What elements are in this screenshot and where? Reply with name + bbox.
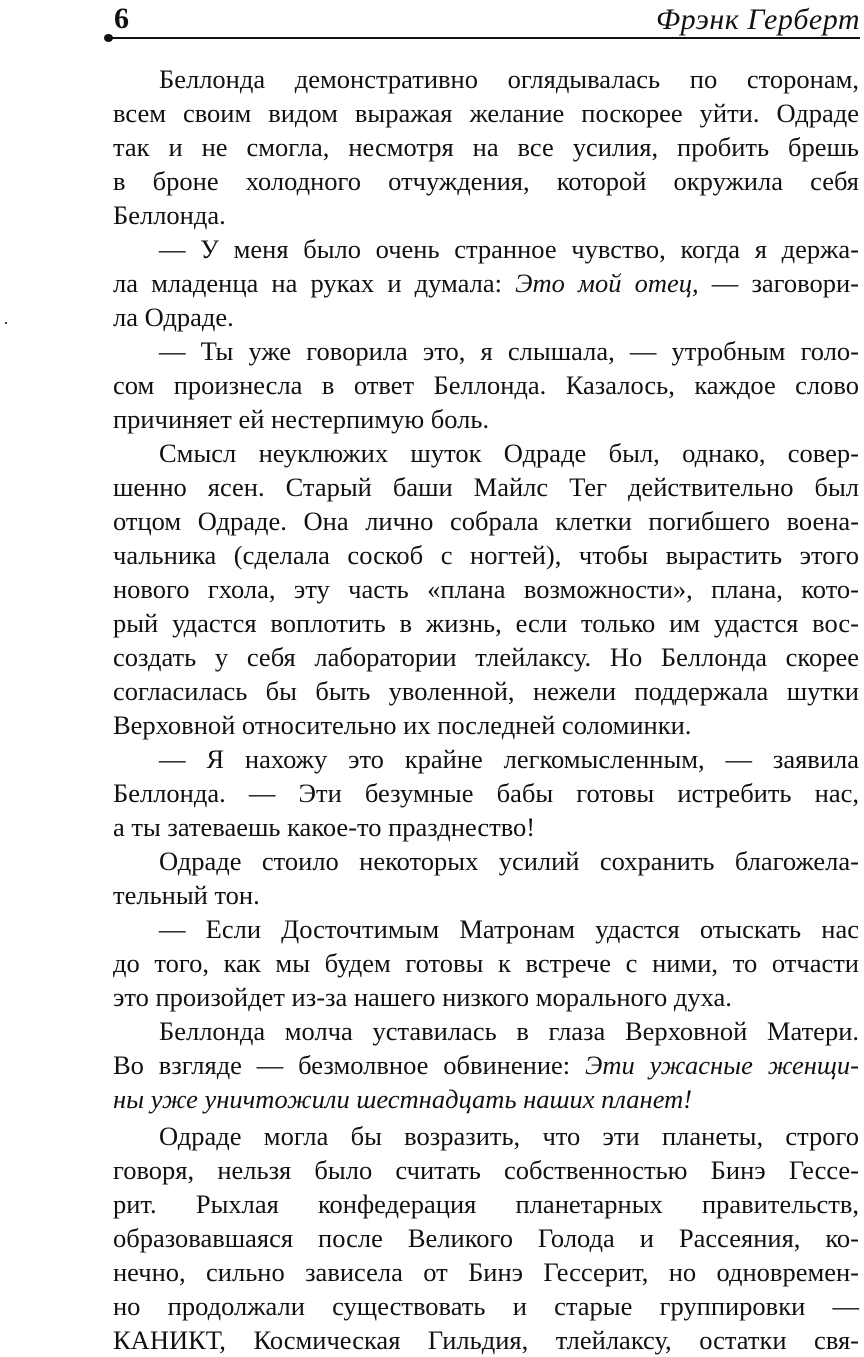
text-line: причиняет ей нестерпимую боль. — [113, 404, 490, 434]
text-line: нечно, сильно зависела от Бинэ Гессерит, но одновремен- — [113, 1257, 859, 1287]
italic-thought: Эти ужасные женщи- — [584, 1050, 859, 1080]
text-line: согласилась бы быть уволенной, нежели поддержала шутки — [113, 676, 859, 706]
text-run: — заговори- — [698, 268, 859, 298]
text-line: Беллонда. — [113, 200, 226, 230]
text-line: Беллонда молча уставилась в глаза Верховной Матери. — [159, 1016, 859, 1046]
paragraph-7 — [113, 912, 859, 1014]
paragraph-8 — [113, 1014, 859, 1116]
text-line — [113, 266, 859, 300]
text-line: Одраде стоило некоторых усилий сохранить благожела- — [159, 846, 859, 876]
text-line: шенно ясен. Старый баши Майлс Тег действительно был — [113, 472, 859, 502]
text-line: Одраде могла бы возразить, что эти планеты, строго — [159, 1121, 859, 1151]
text-run: Во взгляде — безмолвное обвинение: — [113, 1050, 585, 1080]
text-line: говоря, нельзя было считать собственностью Бинэ Гессе- — [113, 1155, 859, 1185]
text-line: нового гхола, эту часть «плана возможности», плана, кото- — [113, 574, 859, 604]
header-rule-bullet — [104, 34, 113, 42]
paragraph-5 — [113, 742, 859, 844]
text-line: а ты затеваешь какое-то празднество! — [113, 812, 536, 842]
paragraph-3 — [113, 334, 859, 436]
text-line: отцом Одраде. Она лично собрала клетки погибшего воена- — [113, 506, 859, 536]
italic-thought-line: ны уже уничтожили шестнадцать наших планет! — [113, 1084, 693, 1114]
paragraph-4 — [113, 436, 859, 742]
text-line: но продолжали существовать и старые группировки — — [113, 1291, 859, 1321]
text-line: ла Одраде. — [113, 302, 234, 332]
page-header — [108, 0, 860, 40]
text-line: в броне холодного отчуждения, которой окружила себя — [113, 166, 859, 196]
text-line: Смысл неуклюжих шуток Одраде был, однако, совер- — [159, 438, 859, 468]
text-line: образовавшаяся после Великого Голода и Рассеяния, ко- — [113, 1223, 859, 1253]
body-text — [113, 62, 859, 1357]
text-line: — Ты уже говорила это, я слышала, — утробным голо- — [159, 336, 859, 366]
text-line: создать у себя лаборатории тлейлаксу. Но Беллонда скорее — [113, 642, 859, 672]
text-line: — У меня было очень странное чувство, когда я держа- — [159, 234, 859, 264]
text-line: Беллонда демонстративно оглядывалась по сторонам, — [159, 64, 859, 94]
margin-speck — [5, 322, 7, 324]
text-line: это произойдет из-за нашего низкого морального духа. — [113, 982, 732, 1012]
text-line: рый удастся воплотить в жизнь, если только им удастся вос- — [113, 608, 859, 638]
text-line: так и не смогла, несмотря на все усилия, пробить брешь — [113, 132, 859, 162]
text-line: — Если Досточтимым Матронам удастся отыскать нас — [159, 914, 859, 944]
text-line — [113, 1048, 859, 1082]
text-line: чальника (сделала соскоб с ногтей), чтобы вырастить этого — [113, 540, 859, 570]
page-number: 6 — [114, 2, 129, 35]
text-line: тельный тон. — [113, 880, 260, 910]
paragraph-2 — [113, 232, 859, 334]
text-line: Верховной относительно их последней соломинки. — [113, 710, 692, 740]
text-line: — Я нахожу это крайне легкомысленным, — заявила — [159, 744, 859, 774]
text-run: ла младенца на руках и думала: — [113, 268, 516, 298]
text-line: Беллонда. — Эти безумные бабы готовы истребить нас, — [113, 778, 859, 808]
text-line: всем своим видом выражая желание поскорее уйти. Одраде — [113, 98, 859, 128]
running-head-author: Фрэнк Герберт — [655, 3, 860, 36]
text-line: сом произнесла в ответ Беллонда. Казалось, каждое слово — [113, 370, 859, 400]
text-line: рит. Рыхлая конфедерация планетарных правительств, — [113, 1189, 859, 1219]
paragraph-6 — [113, 844, 859, 912]
text-line: КАНИКТ, Космическая Гильдия, тлейлаксу, остатки свя- — [113, 1325, 859, 1355]
header-rule — [108, 37, 860, 39]
text-line: до того, как мы будем готовы к встрече с ними, то отчасти — [113, 948, 859, 978]
paragraph-9 — [113, 1119, 859, 1357]
paragraph-1 — [113, 62, 859, 232]
italic-thought: Это мой отец, — [515, 268, 699, 298]
